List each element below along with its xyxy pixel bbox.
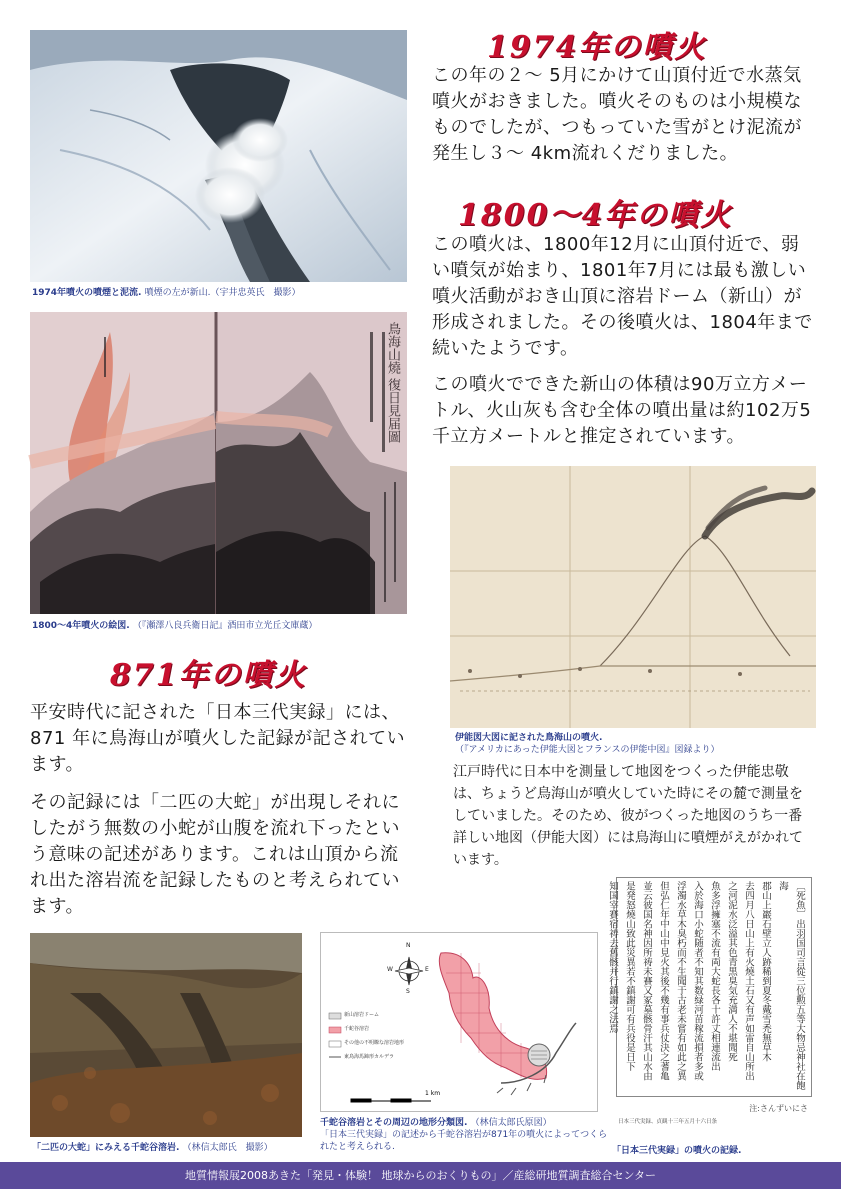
photo-senjadani-lava [30, 933, 302, 1137]
ino-map-image [450, 466, 816, 728]
painting-1800-eruption [30, 312, 407, 614]
heading-1800: 1800～4年の噴火 [458, 198, 733, 233]
caption-note: （林信太郎氏 撮影） [182, 1143, 273, 1153]
caption-main: 伊能図大図に記された鳥海山の噴火. [455, 733, 603, 743]
scale-label: 1 km [425, 1090, 441, 1097]
caption-main: 1974年噴火の噴煙と泥流. [32, 288, 142, 298]
legend-dome: 新山溶岩ドーム [344, 1012, 380, 1018]
caption-ino-map [455, 732, 825, 756]
body-1800-2: この噴火でできた新山の体積は90万立方メートル、火山灰も含む全体の噴出量は約102万5千立方メートルと推定されています。 [432, 374, 812, 447]
caption-1800-painting [32, 620, 432, 632]
caption-main: 1800～4年噴火の絵図. [32, 621, 130, 631]
text-column: 並云彼国名神因所祷未賽又冢墓骸骨汗其山水由 [641, 881, 652, 1081]
caption-note: （『アメリカにあった伊能大図とフランスの伊能中図』図録より） [455, 745, 720, 755]
text-doc-columns [607, 881, 808, 1093]
footer-bar: 地質情報展2008あきた「発見・体験！ 地球からのおくりもの」／産総研地質調査総合センター [0, 1162, 841, 1189]
heading-1974: 1974年の噴火 [487, 30, 707, 65]
photo-1974-eruption [30, 30, 407, 282]
legend-caldera: 東鳥海馬蹄形カルデラ [344, 1054, 395, 1060]
heading-871: 871年の噴火 [110, 658, 307, 693]
text-doc-annotation: 注:さんずいにさ [749, 1104, 808, 1113]
body-871-1: 平安時代に記された「日本三代実録」には、871 年に鳥海山が噴火した記録が記されています。 [30, 702, 406, 775]
legend-other-lava: その他の不明瞭な溶岩地形 [344, 1040, 405, 1046]
body-1800-1: この噴火は、1800年12月に山頂付近で、弱い噴気が始まり、1801年7月には最も激しい噴火活動がおき山頂に溶岩ドーム（新山）が形成されました。その後噴火は、1804年まで続いたようです。 [432, 234, 813, 359]
caption-note: （『瀬澤八良兵衛日記』酒田市立光丘文庫蔵） [132, 621, 318, 631]
caption-note: 噴煙の左が新山.（宇井忠英氏 撮影） [144, 288, 301, 298]
text-column: 去四月八日山上有火燒土石又有声如雷自山所出 [743, 881, 754, 1081]
body-1974: この年の２～ 5月にかけて山頂付近で水蒸気噴火がおきました。噴火そのものは小規模なものでしたが、つもっていた雪がとけ泥流が発生し３～ 4km流れくだりました。 [432, 65, 802, 164]
text-column: 〔死魚〕出羽国司言從三位勲五等大物忌神社在飽海 [777, 881, 805, 1090]
compass-north: N [406, 942, 411, 949]
text-column: 入於海口小蛇随者不知其数緑河苗稼流損者多或 [692, 881, 703, 1081]
caption-sandai-jitsuroku: 「日本三代実録」の噴火の記録. [612, 1146, 742, 1156]
text-column: 魚多浮擁塞不流有両大蛇長各十許丈相連流出 [709, 881, 720, 1071]
painting-title: 鳥海山燒 復日見届圖 [385, 322, 400, 444]
text-column: 但弘仁年中山中見火其後不幾有事兵仗決之蓍亀 [658, 881, 669, 1081]
caption-1974-photo [32, 287, 412, 299]
text-column: 浮濁水草木臭朽而不生聞于古老未嘗有如此之異 [675, 881, 686, 1081]
compass-south: S [406, 988, 410, 995]
body-ino-map: 江戸時代に日本中を測量して地図をつくった伊能忠敬は、ちょうど鳥海山が噴火していた時にその麓で測量をしていました。そのため、彼がつくった地図のうち一番詳しい地図（伊能大図）には鳥海山に噴煙がえがかれています。 [453, 764, 803, 868]
caption-senjadani-photo [32, 1142, 322, 1154]
caption-line2: 「日本三代実録」の記述から千蛇谷溶岩が871年の噴火によってつくられたと考えられる. [320, 1130, 608, 1152]
text-doc-footnote: 日本三代実録、貞観十三年五月十六日条 [618, 1119, 718, 1125]
compass-east: E [425, 966, 429, 973]
caption-note: （林信太郎氏原図） [470, 1118, 552, 1128]
text-column: 知国宰賽宿祷去舊骸并行鎮謝之法焉 [607, 881, 618, 1033]
body-871-2: その記録には「二匹の大蛇」が出現しそれにしたがう無数の小蛇が山腹を流れ下ったという意味の記述があります。これは山頂から流れ出た溶岩流を記録したものと考えられています。 [30, 792, 400, 917]
caption-landform-map [320, 1117, 610, 1153]
landform-map [320, 932, 598, 1112]
text-column: 之河泥水泛溢其色青黒臭気充満人不堪聞死 [726, 881, 737, 1062]
caption-main: 「二匹の大蛇」にみえる千蛇谷溶岩. [32, 1143, 180, 1153]
text-column: 是発怒燒山致此災異若不鎮謝可有兵役是日下 [624, 881, 635, 1071]
compass-west: W [387, 966, 393, 973]
legend-senjadani-lava: 千蛇谷溶岩 [344, 1026, 370, 1032]
sandai-jitsuroku-text [607, 875, 816, 1145]
text-column: 郡山上巖石壁立人跡稀到夏冬戴雪禿無草木 [760, 881, 771, 1062]
caption-main: 千蛇谷溶岩とその周辺の地形分類図. [320, 1118, 468, 1128]
